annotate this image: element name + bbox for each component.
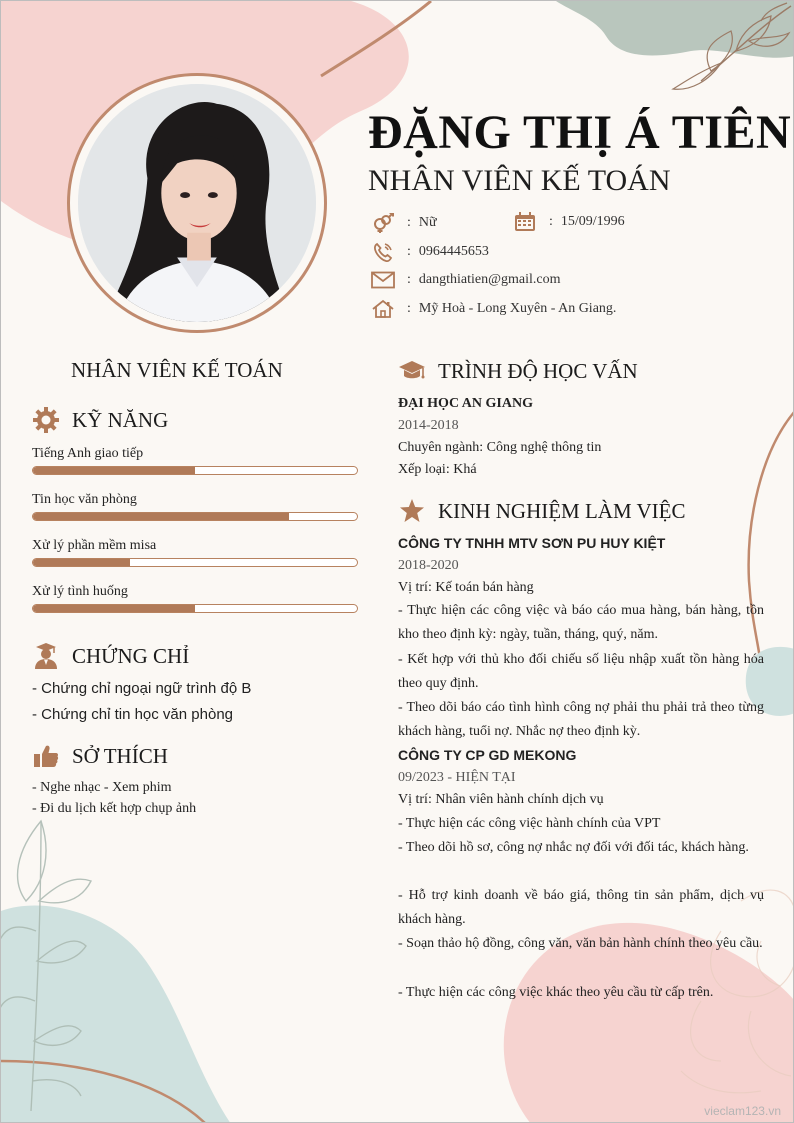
calendar-icon — [513, 212, 537, 232]
graduate-user-icon — [32, 642, 60, 670]
certificate-item: - Chứng chỉ tin học văn phòng — [32, 706, 233, 723]
job-duty: - Soạn thảo hộ đồng, công văn, văn bản hành chính theo yêu cầu. — [398, 936, 763, 951]
education-heading: TRÌNH ĐỘ HỌC VẤN — [398, 357, 638, 385]
certificate-item: - Chứng chỉ ngoại ngữ trình độ B — [32, 680, 252, 697]
job-duty: - Thực hiện các công việc và báo cáo mua hàng, bán hàng, tồn kho theo định kỳ: ngày, tuần, tháng, quý, năm. — [398, 603, 764, 642]
skill-bar — [32, 558, 358, 567]
contact-address: : Mỹ Hoà - Long Xuyên - An Giang. — [371, 299, 616, 319]
hobby-item: - Nghe nhạc - Xem phim — [32, 780, 172, 795]
watermark: vieclam123.vn — [704, 1104, 781, 1118]
education-years: 2014-2018 — [398, 418, 459, 433]
profile-photo — [67, 73, 327, 333]
phone-icon — [371, 242, 395, 262]
job-duty: - Kết hợp với thủ kho đối chiếu số liệu nhập xuất tồn hàng hóa theo quy định. — [398, 652, 764, 691]
birthday-value: 15/09/1996 — [560, 214, 625, 229]
company-name: CÔNG TY TNHH MTV SƠN PU HUY KIỆT — [398, 535, 666, 551]
phone-value: 0964445653 — [418, 244, 489, 259]
contact-gender: : Nữ — [371, 213, 437, 233]
company-name: CÔNG TY CP GD MEKONG — [398, 747, 577, 763]
graduation-cap-icon — [398, 357, 426, 385]
objective-title: NHÂN VIÊN KẾ TOÁN — [71, 358, 283, 382]
job-period: 2018-2020 — [398, 558, 459, 573]
job-period: 09/2023 - HIỆN TẠI — [398, 770, 516, 785]
home-icon — [371, 299, 395, 319]
thumbs-up-icon — [32, 742, 60, 770]
skill-item: Xử lý phần mềm misa — [32, 536, 358, 567]
education-grade: Xếp loại: Khá — [398, 462, 477, 477]
job-duty: - Thực hiện các công việc khác theo yêu cầu từ cấp trên. — [398, 985, 714, 1000]
job-position: Vị trí: Nhân viên hành chính dịch vụ — [398, 792, 604, 807]
experience-heading: KINH NGHIỆM LÀM VIỆC — [398, 497, 686, 525]
certificates-heading: CHỨNG CHỈ — [32, 642, 189, 670]
job-duty: - Theo dõi báo cáo tình hình công nợ phải thu phải trả theo từng khách hàng, tuổi nợ. Nhắc nợ theo định kỳ. — [398, 700, 764, 739]
email-value: dangthiatien@gmail.com — [418, 272, 561, 287]
contact-email: : dangthiatien@gmail.com — [371, 270, 560, 290]
hobbies-heading: SỞ THÍCH — [32, 742, 168, 770]
skills-heading: KỸ NĂNG — [32, 406, 168, 434]
gear-icon — [32, 406, 60, 434]
skill-item: Tin học văn phòng — [32, 490, 358, 521]
star-icon — [398, 497, 426, 525]
job-duty: - Theo dõi hồ sơ, công nợ nhắc nợ đối với đối tác, khách hàng. — [398, 840, 749, 855]
education-major: Chuyên ngành: Công nghệ thông tin — [398, 440, 602, 455]
skill-item: Tiếng Anh giao tiếp — [32, 444, 358, 475]
hobby-item: - Đi du lịch kết hợp chụp ảnh — [32, 801, 197, 816]
skill-bar — [32, 604, 358, 613]
skill-bar — [32, 512, 358, 521]
gender-value: Nữ — [418, 215, 437, 230]
portrait-image — [78, 84, 316, 322]
job-title: NHÂN VIÊN KẾ TOÁN — [368, 164, 671, 197]
skill-item: Xử lý tình huống — [32, 582, 358, 613]
job-position: Vị trí: Kế toán bán hàng — [398, 580, 534, 595]
job-duty: - Thực hiện các công việc hành chính của VPT — [398, 816, 661, 831]
mail-icon — [371, 270, 395, 290]
sage-blob-top — [556, 1, 794, 58]
skill-bar — [32, 466, 358, 475]
school-name: ĐẠI HỌC AN GIANG — [398, 396, 533, 411]
gender-icon — [371, 213, 395, 233]
contact-birthday: : 15/09/1996 — [513, 212, 625, 232]
contact-phone: : 0964445653 — [371, 242, 489, 262]
candidate-name: ĐẶNG THỊ Á TIÊN — [368, 106, 792, 159]
job-duty: - Hỗ trợ kinh doanh về báo giá, thông tin sản phẩm, dịch vụ khách hàng. — [398, 888, 764, 927]
address-value: Mỹ Hoà - Long Xuyên - An Giang. — [418, 301, 617, 316]
